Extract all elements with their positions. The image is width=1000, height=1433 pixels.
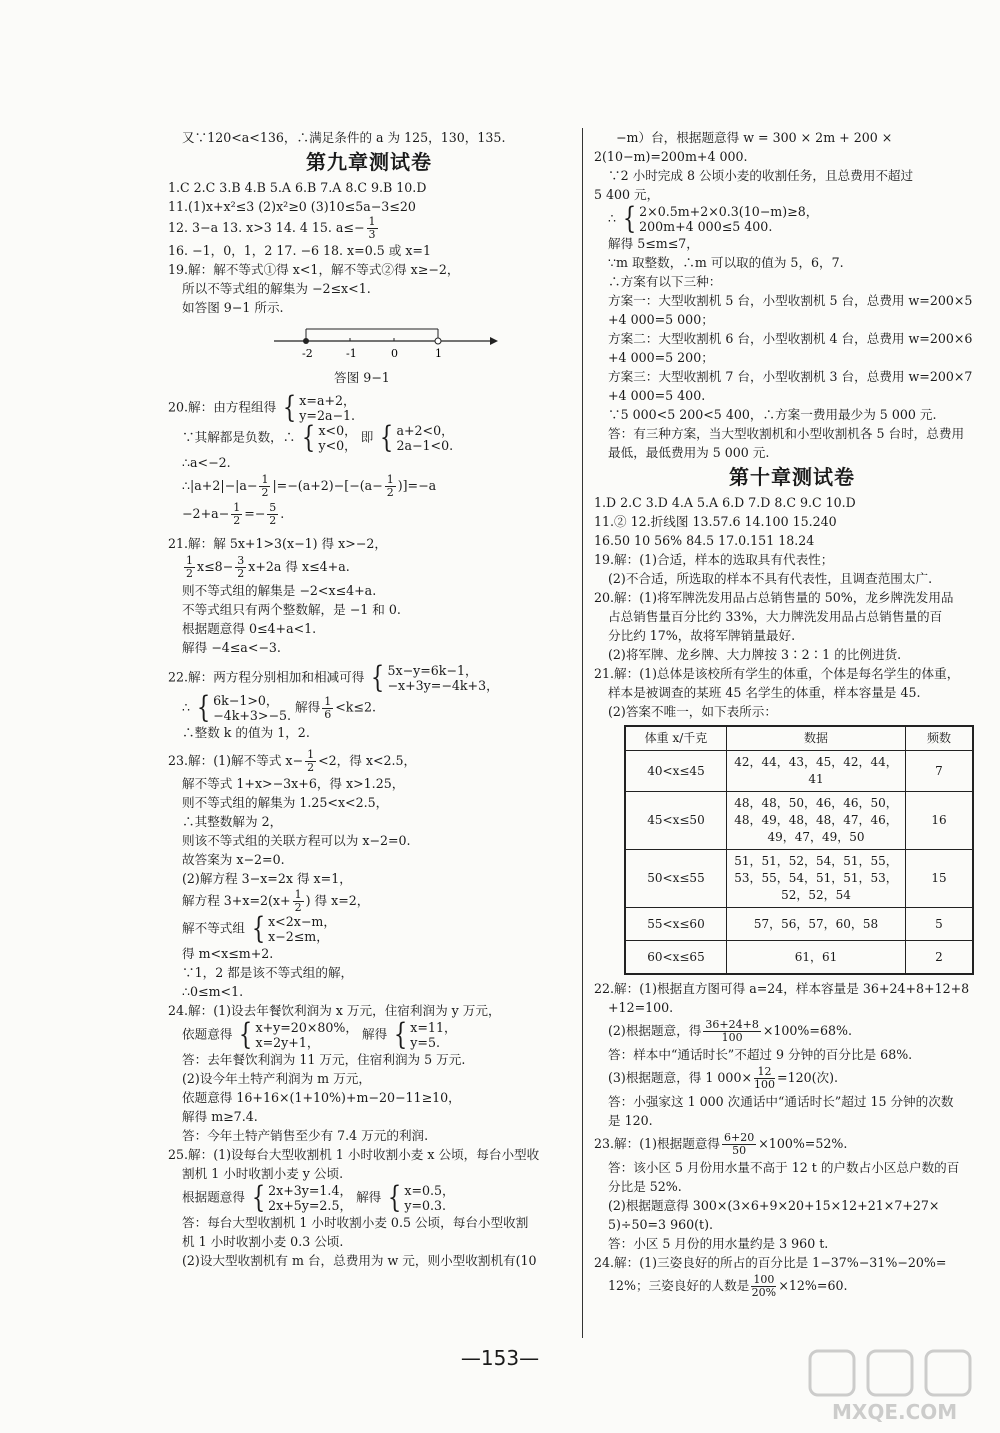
text: ) 得 x=2， xyxy=(305,893,370,908)
numerator: 100 xyxy=(753,1273,775,1286)
text: <k≤2. xyxy=(335,699,376,715)
text: ∴|a+2|−|a− xyxy=(182,478,258,493)
text-line: 则不等式组的解集为 1.25<x<2.5， xyxy=(182,795,389,810)
text-line: +12=100. xyxy=(608,1000,674,1015)
text: ∴ xyxy=(608,210,617,226)
numerator: 5 xyxy=(269,501,277,514)
text-line: +4 000=5 000； xyxy=(608,312,714,327)
watermark-svg xyxy=(802,1347,992,1427)
table-cell: 50<x≤55 xyxy=(625,850,727,908)
text: (2)根据题意，得 xyxy=(608,1023,702,1038)
equation: x=0.5， xyxy=(404,1183,455,1198)
table-row xyxy=(625,908,973,941)
watermark-mark xyxy=(868,1351,912,1395)
text-line: 最低，最低费用为 5 000 元. xyxy=(608,445,770,460)
text-line xyxy=(168,553,570,581)
table-header: 频数 xyxy=(906,726,974,751)
text: =120(次). xyxy=(777,1070,839,1085)
equation: 6k−1>0， xyxy=(213,693,279,708)
equation: 200m+4 000≤5 400. xyxy=(639,219,773,234)
frequency-table xyxy=(624,725,974,975)
text: 22.解：两方程分别相加和相减可得 xyxy=(168,669,365,685)
equation: x=a+2， xyxy=(299,393,356,408)
denominator: 2 xyxy=(261,486,269,499)
equation: x<0， xyxy=(318,423,357,438)
denominator: 20% xyxy=(751,1286,777,1299)
text-line: (2)根据题意得 300×(3×6+9×20+15×12+21×7+27× xyxy=(608,1198,940,1213)
text-line: 19.解：解不等式①得 x<1，解不等式②得 x≥−2， xyxy=(168,262,460,277)
equation: 2x+5y=2.5， xyxy=(268,1198,353,1213)
text-line: 不等式组只有两个整数解，是 −1 和 0. xyxy=(182,602,401,617)
text-line: 5 400 元， xyxy=(594,187,660,202)
table-cell: 40<x≤45 xyxy=(625,751,727,792)
text-line: (2)答案不唯一，如下表所示： xyxy=(608,704,777,719)
text-line: 24.解：(1)设去年餐饮利润为 x 万元，住宿利润为 y 万元， xyxy=(168,1003,501,1018)
text-line: ∴其整数解为 2， xyxy=(182,814,283,829)
table-cell: 61，61 xyxy=(727,941,906,975)
text-line: 如答图 9−1 所示. xyxy=(182,300,284,315)
table-cell: 55<x≤60 xyxy=(625,908,727,941)
text-line: 方案三：大型收割机 7 台，小型收割机 3 台，总费用 w=200×7 xyxy=(608,369,973,384)
table-cell: 5 xyxy=(906,908,974,941)
text-line: 24.解：(1)三姿良好的所占的百分比是 1−37%−31%−20%= xyxy=(594,1255,947,1270)
text-line: 解得 −4≤a<−3. xyxy=(182,640,281,655)
text: 12%；三姿良好的人数是 xyxy=(608,1278,750,1293)
text: 解得 xyxy=(295,699,321,715)
page-number: —153— xyxy=(460,1346,540,1370)
denominator: 2 xyxy=(307,761,315,774)
numerator: 6+20 xyxy=(724,1131,755,1144)
equation-system: { 5x−y=6k−1， −x+3y=−4k+3， xyxy=(371,663,499,693)
text-line: 则不等式组的解集是 −2<x≤4+a. xyxy=(182,583,377,598)
text-line: (2)设大型收割机有 m 台，总费用为 w 元，则小型收割机有(10 xyxy=(182,1253,537,1268)
text-line: −m）台，根据题意得 w = 300 × 2m + 200 × xyxy=(616,130,893,145)
table-cell: 51，51，52，54，51，55，53，55，54，51，51，53，52，52，54 xyxy=(727,850,906,908)
equation: a+2<0， xyxy=(396,423,454,438)
text: (3)根据题意，得 1 000× xyxy=(608,1070,753,1085)
text-line: (2)设今年土特产利润为 m 万元， xyxy=(182,1071,371,1086)
text: x≤8− xyxy=(197,559,234,574)
text: <2，得 x<2.5， xyxy=(318,753,417,768)
text: ∴ xyxy=(182,699,191,715)
fraction xyxy=(385,474,396,499)
text-line xyxy=(168,888,570,914)
text-line: ∴a<−2. xyxy=(182,455,231,470)
text: x+2a 得 x≤4+a. xyxy=(248,559,350,574)
denominator: 50 xyxy=(732,1144,747,1157)
text-line: 20.解：(1)将军牌洗发用品占总销售量的 50%，龙乡牌洗发用品 xyxy=(594,590,954,605)
numerator: 1 xyxy=(233,501,241,514)
text-line xyxy=(594,1272,990,1300)
equation-system: { x=0.5， y=0.3. xyxy=(388,1183,455,1213)
equation-system: { 2x+3y=1.4， 2x+5y=2.5， xyxy=(251,1183,353,1213)
fraction xyxy=(703,1019,760,1044)
text-line xyxy=(168,1183,570,1213)
equation-system: { x=11， y=5. xyxy=(394,1020,457,1050)
numerator: 1 xyxy=(386,473,394,486)
text-line xyxy=(168,423,570,453)
tick-label: -2 xyxy=(302,347,313,360)
text-line: ∵2 小时完成 8 公顷小麦的收割任务，且总费用不超过 xyxy=(608,168,914,183)
fraction xyxy=(754,1066,775,1091)
text-line xyxy=(594,1130,990,1158)
denominator: 2 xyxy=(269,514,277,527)
text-line xyxy=(168,500,570,528)
text: )]=−a xyxy=(397,478,437,493)
denominator: 100 xyxy=(721,1031,743,1044)
denominator: 6 xyxy=(324,707,332,721)
watermark-mark xyxy=(926,1351,970,1395)
text-line xyxy=(168,663,570,693)
text-line: 答：有三种方案，当大型收割机和小型收割机各 5 台时，总费用 xyxy=(608,426,965,441)
fraction xyxy=(367,216,378,241)
answer-line: 1.C 2.C 3.B 4.B 5.A 6.B 7.A 8.C 9.B 10.D xyxy=(168,180,427,195)
table-cell: 60<x≤65 xyxy=(625,941,727,975)
numerator: 1 xyxy=(368,216,376,228)
text-line xyxy=(168,914,570,944)
right-column xyxy=(594,128,990,1300)
fraction xyxy=(751,1274,776,1299)
text: 23.解：(1)解不等式 x− xyxy=(168,753,304,768)
text-line: ∴方案有以下三种： xyxy=(608,274,722,289)
text-line: (2)不合适，所选取的样本不具有代表性，且调查范围太广. xyxy=(608,571,933,586)
numerator: 3 xyxy=(237,554,245,567)
text-line: 答：小区 5 月份的用水量约是 3 960 t. xyxy=(608,1236,829,1251)
text-line: 22.解：(1)根据直方图可得 a=24，样本容量是 36+24+8+12+8 xyxy=(594,981,970,996)
equation-system: { x<0， y<0， xyxy=(302,423,357,453)
fraction xyxy=(259,474,270,499)
numerator: 1 xyxy=(186,554,193,567)
text-line: 则该不等式组的关联方程可以为 x−2=0. xyxy=(182,833,411,848)
table-row xyxy=(625,941,973,975)
text-line: 2(10−m)=200m+4 000. xyxy=(594,149,748,164)
tick-label: 0 xyxy=(391,347,398,360)
text-line: 答：该小区 5 月份用水量不高于 12 t 的户数占小区总户数的百 xyxy=(608,1160,960,1175)
equation: x<2x−m， xyxy=(268,914,336,929)
tick-label: -1 xyxy=(346,347,357,360)
text-line: 得 m<x≤m+2. xyxy=(182,946,274,961)
text-line: 割机 1 小时收割小麦 y 公顷. xyxy=(182,1166,344,1181)
table-cell: 7 xyxy=(906,751,974,792)
equation: x=11， xyxy=(410,1020,457,1035)
text-line: +4 000=5 400. xyxy=(608,388,706,403)
text-line: 答：去年餐饮利润为 11 万元，住宿利润为 5 万元. xyxy=(182,1052,466,1067)
text: ×12%=60. xyxy=(778,1278,848,1293)
text: ∵其解都是负数，∴ xyxy=(182,429,296,445)
text-line: 答：每台大型收割机 1 小时收割小麦 0.5 公顷，每台小型收割 xyxy=(182,1215,529,1230)
text: 依题意得 xyxy=(182,1026,233,1042)
watermark-mark xyxy=(810,1351,854,1395)
equation: 2a−1<0. xyxy=(396,438,454,453)
fraction xyxy=(184,555,195,580)
numerator: 1 xyxy=(294,888,302,901)
fraction xyxy=(293,889,304,914)
answer-line: 16.50 10 56% 84.5 17.0.151 18.24 xyxy=(594,533,815,548)
text-line: 答：样本中“通话时长”不超过 9 分钟的百分比是 68%. xyxy=(608,1047,913,1062)
fraction xyxy=(231,502,242,527)
text: 20.解：由方程组得 xyxy=(168,399,277,415)
text-line: 是 120. xyxy=(608,1113,653,1128)
watermark-text: MXQE.COM xyxy=(832,1400,958,1424)
text-line: 21.解：解 5x+1>3(x−1) 得 x>−2， xyxy=(168,536,387,551)
table-header: 体重 x/千克 xyxy=(625,726,727,751)
text-line: 依题意得 16+16×(1+10%)+m−20−11≥10， xyxy=(182,1090,461,1105)
table-cell: 57，56，57，60，58 xyxy=(727,908,906,941)
denominator: 2 xyxy=(186,567,193,580)
equation-system: { a+2<0， 2a−1<0. xyxy=(380,423,454,453)
chapter-9-title: 第九章测试卷 xyxy=(306,150,432,174)
text-line: 解得 m≥7.4. xyxy=(182,1109,258,1124)
closed-dot xyxy=(303,338,309,344)
text-line: 样本是被调查的某班 45 名学生的体重，样本容量是 45. xyxy=(608,685,921,700)
text-line: ∵5 000<5 200<5 400，∴方案一费用最少为 5 000 元. xyxy=(608,407,937,422)
text: 解方程 3+x=2(x+ xyxy=(182,893,291,908)
numerator: 12 xyxy=(754,1066,775,1079)
text-line: 21.解：(1)总体是该校所有学生的体重，个体是每名学生的体重， xyxy=(594,666,960,681)
fraction xyxy=(305,749,316,774)
text-line: ∴整数 k 的值为 1，2. xyxy=(182,725,310,740)
tick-label: 1 xyxy=(435,347,442,360)
text: |=−(a+2)−[−(a− xyxy=(272,478,383,493)
number-line-figure xyxy=(268,321,570,387)
text-line: ∵m 取整数，∴m 可以取的值为 5，6，7. xyxy=(608,255,844,270)
fraction xyxy=(722,1132,756,1157)
chapter-10-title: 第十章测试卷 xyxy=(729,465,855,489)
numerator: 36+24+8 xyxy=(705,1018,759,1031)
answer-line: 1.D 2.C 3.D 4.A 5.A 6.D 7.D 8.C 9.C 10.D xyxy=(594,495,856,510)
answer-line: 11.(1)x+x²≤3 (2)x²≥0 (3)10≤5a−3≤20 xyxy=(168,199,416,214)
table-header: 数据 xyxy=(727,726,906,751)
numerator: 1 xyxy=(307,748,315,761)
equation: x=2y+1， xyxy=(255,1035,320,1050)
text: ×100%=52%. xyxy=(758,1136,848,1151)
equation-system: { x<2x−m， x−2≤m， xyxy=(251,914,336,944)
text-line: 解得 5≤m≤7， xyxy=(608,236,699,251)
text-line: 答：今年土特产销售至少有 7.4 万元的利润. xyxy=(182,1128,429,1143)
text: 即 xyxy=(360,429,374,445)
equation: 2x+3y=1.4， xyxy=(268,1183,353,1198)
answer-line: 11.② 12.折线图 13.57.6 14.100 15.240 xyxy=(594,514,837,529)
watermark-logo xyxy=(802,1347,992,1427)
fraction xyxy=(235,555,246,580)
equation-system: { 6k−1>0， −4k+3>−5. xyxy=(196,693,292,723)
text: =− xyxy=(244,506,266,521)
text-line: 方案一：大型收割机 5 台，小型收割机 5 台，总费用 w=200×5 xyxy=(608,293,973,308)
text: 12. 3−a 13. x>3 14. 4 15. a≤− xyxy=(168,220,365,235)
text-line xyxy=(168,1020,570,1050)
text-line: ∴0≤m<1. xyxy=(182,984,244,999)
denominator: 2 xyxy=(386,486,394,499)
text: 解得 xyxy=(356,1189,382,1205)
text-line: 答：小强家这 1 000 次通话中“通话时长”超过 15 分钟的次数 xyxy=(608,1094,954,1109)
column-divider xyxy=(582,128,583,1338)
text: −2+a− xyxy=(182,506,230,521)
equation-system: { x=a+2， y=2a−1. xyxy=(283,393,356,423)
text: 根据题意得 xyxy=(182,1189,245,1205)
table-cell: 45<x≤50 xyxy=(625,792,727,850)
text-line: 解不等式 1+x>−3x+6，得 x>1.25， xyxy=(182,776,405,791)
text: 23.解：(1)根据题意得 xyxy=(594,1136,721,1151)
text-line xyxy=(168,748,570,774)
equation: x−2≤m， xyxy=(268,929,329,944)
figure-caption: 答图 9−1 xyxy=(334,370,390,385)
text-line: (2)解方程 3−x=2x 得 x=1， xyxy=(182,871,352,886)
equation: −4k+3>−5. xyxy=(213,708,292,723)
answer-line xyxy=(168,216,570,241)
text-line: +4 000=5 200； xyxy=(608,350,714,365)
denominator: 3 xyxy=(368,228,376,241)
denominator: 2 xyxy=(294,901,302,914)
text-line: 19.解：(1)合适，样本的选取具有代表性； xyxy=(594,552,834,567)
text: . xyxy=(280,506,285,521)
text-line: 故答案为 x−2=0. xyxy=(182,852,285,867)
left-column xyxy=(168,128,570,1270)
text-line: 占总销售量百分比约 33%，大力牌洗发用品占总销售量的百 xyxy=(608,609,943,624)
text-line xyxy=(168,472,570,500)
text-line xyxy=(168,693,570,723)
table-header-row xyxy=(625,726,973,751)
equation: x+y=20×80%， xyxy=(255,1020,358,1035)
denominator: 2 xyxy=(233,514,241,527)
denominator: 2 xyxy=(237,567,245,580)
table-cell: 2 xyxy=(906,941,974,975)
text-line xyxy=(168,393,570,423)
table-cell: 15 xyxy=(906,850,974,908)
number-line-svg xyxy=(268,321,498,363)
equation-system: { 2×0.5m+2×0.3(10−m)≥8， 200m+4 000≤5 400. xyxy=(622,204,819,234)
open-dot xyxy=(435,338,441,344)
denominator: 100 xyxy=(754,1078,776,1091)
text-line: 又∵120<a<136，∴满足条件的 a 为 125，130，135. xyxy=(182,130,506,145)
text-line: 方案二：大型收割机 6 台，小型收割机 4 台，总费用 w=200×6 xyxy=(608,331,973,346)
equation: y=2a−1. xyxy=(299,408,356,423)
numerator: 1 xyxy=(261,473,269,486)
table-row xyxy=(625,792,973,850)
table-cell: 16 xyxy=(906,792,974,850)
text-line: 根据题意得 0≤4+a<1. xyxy=(182,621,317,636)
text-line: 所以不等式组的解集为 −2≤x<1. xyxy=(182,281,371,296)
text: 解不等式组 xyxy=(182,920,245,936)
equation: −x+3y=−4k+3， xyxy=(387,678,499,693)
text-line: 5)÷50=3 960(t). xyxy=(608,1217,713,1232)
numerator: 1 xyxy=(324,694,332,708)
equation: y=5. xyxy=(410,1035,440,1050)
text: ×100%=68%. xyxy=(762,1023,852,1038)
equation: 5x−y=6k−1， xyxy=(387,663,478,678)
equation: y=0.3. xyxy=(404,1198,447,1213)
table-cell: 42，44，43，45，42，44，41 xyxy=(727,751,906,792)
equation: 2×0.5m+2×0.3(10−m)≥8， xyxy=(639,204,819,219)
text-line xyxy=(594,204,990,234)
text-line: 分比是 52%. xyxy=(608,1179,682,1194)
table-cell: 48，48，50，46，46，50，48，49，48，48，47，46，49，47，49，50 xyxy=(727,792,906,850)
text: 解得 xyxy=(361,1026,388,1042)
fraction xyxy=(322,696,333,721)
table-row xyxy=(625,751,973,792)
fraction xyxy=(267,502,278,527)
text-line xyxy=(594,1017,990,1045)
text-line: 分比约 17%，故将军牌销量最好. xyxy=(608,628,796,643)
text-line: ∵1，2 都是该不等式组的解， xyxy=(182,965,354,980)
equation-system: { x+y=20×80%， x=2y+1， xyxy=(239,1020,358,1050)
text-line: 25.解：(1)设每台大型收割机 1 小时收割小麦 x 公顷，每台小型收 xyxy=(168,1147,540,1162)
text-line: 机 1 小时收割小麦 0.3 公顷. xyxy=(182,1234,344,1249)
arrow-head xyxy=(490,337,498,345)
text-line xyxy=(594,1064,990,1092)
equation: y<0， xyxy=(318,438,357,453)
text-line: (2)将军牌、龙乡牌、大力牌按 3∶2∶1 的比例进货. xyxy=(608,647,902,662)
table-row xyxy=(625,850,973,908)
answer-line: 16. −1，0，1，2 17. −6 18. x=0.5 或 x=1 xyxy=(168,243,431,258)
